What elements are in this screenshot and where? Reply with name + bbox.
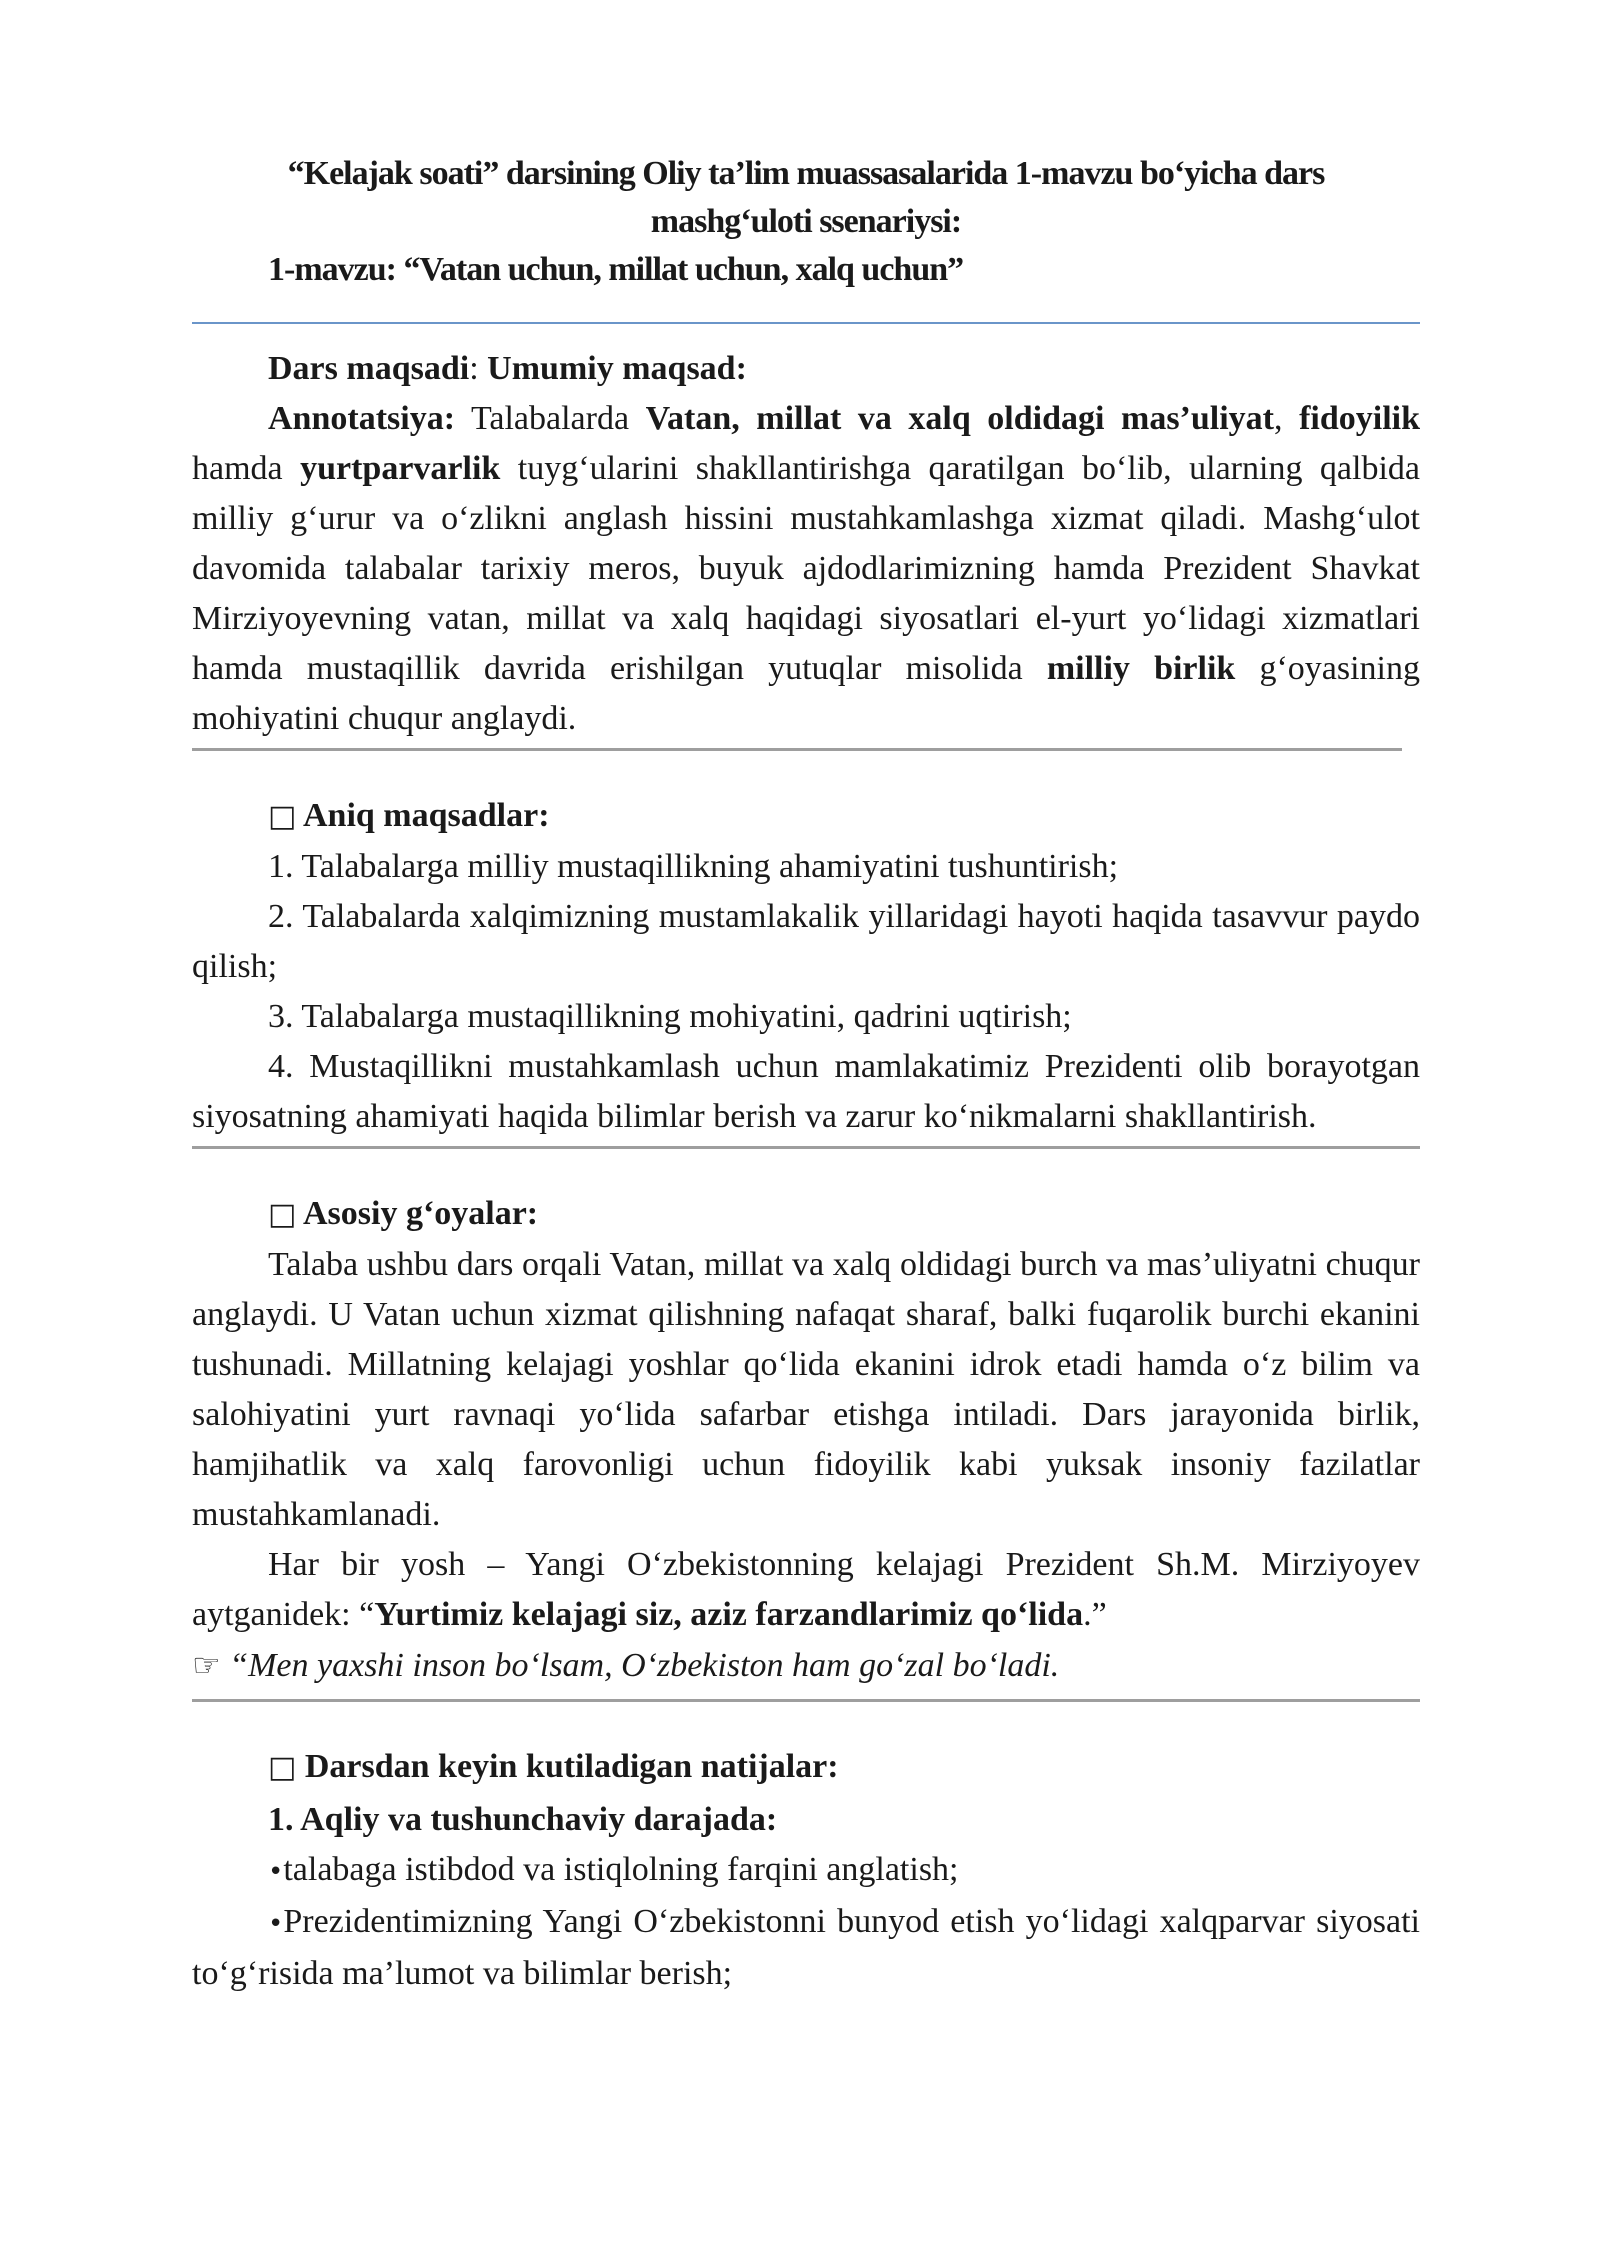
document-title-line-2: mashg‘uloti ssenariysi: bbox=[650, 203, 962, 240]
ideas-paragraph-1: Talaba ushbu dars orqali Vatan, millat va xalq oldidagi burch va mas’uliyatni chuqur anglaydi. U Vatan uchun xizmat qilishning nafaqat sharaf, balki fuqarolik burchi ekanini tushunadi. Millatning kelajagi yoshlar qo‘lida ekanini idrok etadi hamda o‘z bilim va salohiyatini yurt ravnaqi yo‘lida safarbar etishga intiladi. Dars jarayonida birlik, hamjihatlik va xalq farovonligi uchun fidoyilik kabi yuksak insoniy fazilatlar mustahkamlanadi. bbox=[192, 1246, 1420, 1533]
annotation-text-1: Talabalarda bbox=[455, 400, 646, 437]
goal-colon: : bbox=[469, 350, 479, 387]
results-subheading: 1. Aqliy va tushunchaviy darajada: bbox=[268, 1801, 778, 1838]
annotation-bold-2: fidoyilik bbox=[1299, 400, 1421, 437]
checkbox-icon: □ bbox=[268, 1197, 297, 1232]
ideas-paragraph-2 bbox=[192, 1540, 1420, 1640]
result-bullet-text: talabaga istibdod va istiqlolning farqini anglatish; bbox=[283, 1851, 959, 1888]
motto-line bbox=[192, 1640, 1420, 1691]
objective-item: 4. Mustaqillikni mustahkamlash uchun mamlakatimiz Prezidenti olib borayotgan siyosatning ahamiyati haqida bilimlar berish va zarur ko‘nikmalarni shakllantirish. bbox=[192, 1048, 1420, 1135]
section-divider-2 bbox=[192, 1146, 1420, 1149]
objective-item: 3. Talabalarga mustaqillikning mohiyatini, qadrini uqtirish; bbox=[268, 998, 1072, 1035]
ideas-heading-text: Asosiy g‘oyalar: bbox=[302, 1195, 539, 1232]
goal-label: Dars maqsadi bbox=[268, 350, 470, 387]
objective-item: 1. Talabalarga milliy mustaqillikning ahamiyatini tushuntirish; bbox=[268, 848, 1119, 885]
document-page bbox=[192, 150, 1420, 1999]
ideas-paragraph-2-end: .” bbox=[1083, 1596, 1107, 1633]
ideas-paragraph-2-text: Har bir yosh – Yangi O‘zbekistonning kelajagi Prezident Sh.M. Mirziyoyev aytganidek: “ bbox=[192, 1546, 1420, 1633]
ideas-heading bbox=[192, 1189, 1420, 1240]
section-divider-3 bbox=[192, 1699, 1420, 1702]
checkbox-icon: □ bbox=[268, 799, 297, 834]
pointing-hand-icon: ☞ bbox=[192, 1646, 221, 1684]
checkbox-icon: □ bbox=[268, 1750, 297, 1785]
bullet-icon: • bbox=[268, 1857, 284, 1887]
lesson-goal bbox=[192, 344, 1420, 394]
bullet-icon: • bbox=[268, 1909, 284, 1939]
objectives-heading bbox=[192, 791, 1420, 842]
general-goal: Umumiy maqsad: bbox=[487, 350, 747, 387]
result-bullet-item bbox=[192, 1845, 1420, 1897]
section-divider-1 bbox=[192, 748, 1402, 751]
annotation-bold-1: Vatan, millat va xalq oldidagi mas’uliyat bbox=[645, 400, 1275, 437]
annotation-label: Annotatsiya: bbox=[268, 400, 456, 437]
annotation-text-3: hamda bbox=[192, 450, 301, 487]
results-heading bbox=[192, 1742, 1420, 1793]
topic-title: 1-mavzu: “Vatan uchun, millat uchun, xalq uchun” bbox=[268, 251, 964, 288]
result-bullet-item bbox=[192, 1897, 1420, 1999]
motto-quote: “Men yaxshi inson bo‘lsam, O‘zbekiston ham go‘zal bo‘ladi. bbox=[220, 1647, 1060, 1684]
annotation-paragraph bbox=[192, 394, 1420, 744]
objectives-heading-text: Aniq maqsadlar: bbox=[302, 797, 550, 834]
annotation-text-5: g‘oyasining mohiyatini chuqur anglaydi. bbox=[192, 650, 1420, 737]
annotation-bold-3: yurtparvarlik bbox=[300, 450, 501, 487]
objective-item: 2. Talabalarda xalqimizning mustamlakalik yillaridagi hayoti haqida tasavvur paydo qilish; bbox=[192, 898, 1420, 985]
president-quote-bold: Yurtimiz kelajagi siz, aziz farzandlarimiz qo‘lida bbox=[374, 1596, 1084, 1633]
results-heading-text: Darsdan keyin kutiladigan natijalar: bbox=[304, 1748, 839, 1785]
document-title-line-1: “Kelajak soati” darsining Oliy ta’lim muassasalarida 1-mavzu bo‘yicha dars bbox=[287, 155, 1325, 192]
annotation-text-2: , bbox=[1274, 400, 1300, 437]
annotation-text-4: tuyg‘ularini shakllantirishga qaratilgan bo‘lib, ularning qalbida milliy g‘urur va o‘zlikni anglash hissini mustahkamlashga xizmat qiladi. Mashg‘ulot davomida talabalar tarixiy meros, buyuk ajdodlarimizning hamda Prezident Shavkat Mirziyoyevning vatan, millat va xalq haqidagi siyosatlari el-yurt yo‘lidagi xizmatlari hamda mustaqillik davrida erishilgan yutuqlar misolida bbox=[192, 450, 1420, 687]
result-bullet-text: Prezidentimizning Yangi O‘zbekistonni bunyod etish yo‘lidagi xalqparvar siyosati to‘g‘risida ma’lumot va bilimlar berish; bbox=[192, 1903, 1420, 1992]
header-divider bbox=[192, 322, 1420, 324]
annotation-bold-4: milliy birlik bbox=[1046, 650, 1236, 687]
